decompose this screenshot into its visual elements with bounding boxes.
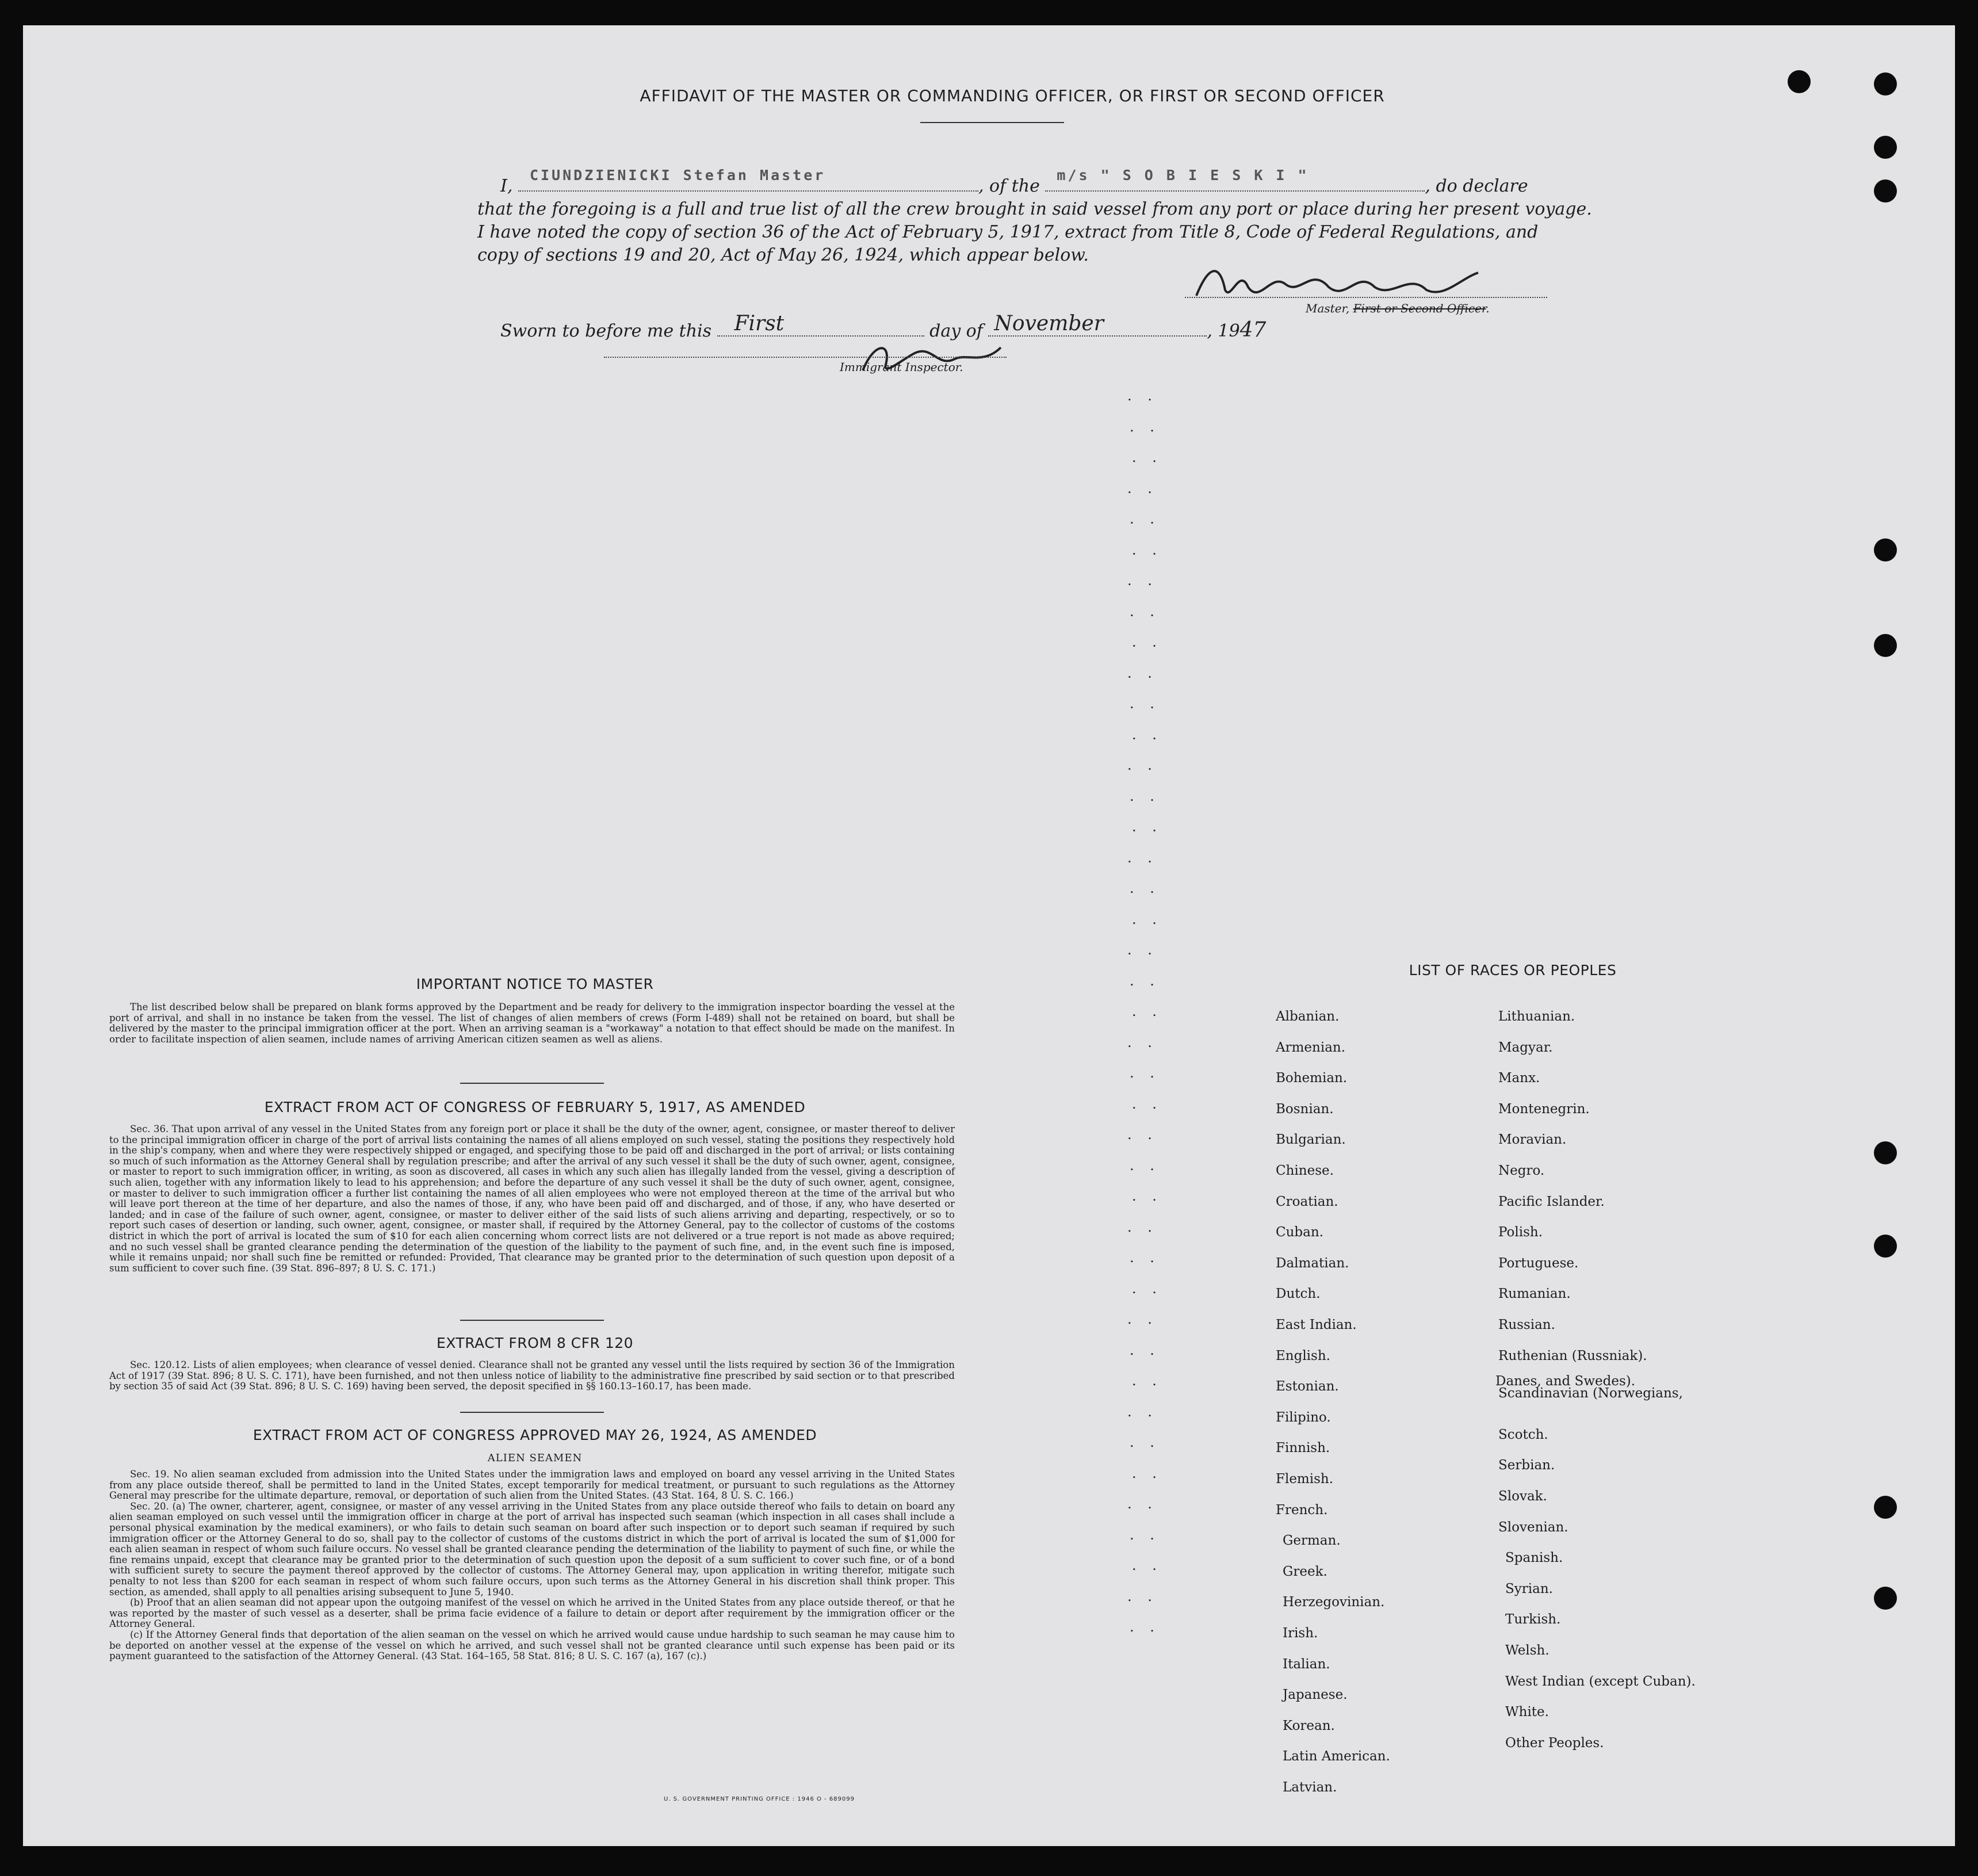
dot-leader: . . xyxy=(1127,664,1158,681)
dot-leader: . . xyxy=(1132,1280,1162,1297)
sworn-day: First xyxy=(734,312,785,335)
dot-leader: . . xyxy=(1132,541,1162,558)
affidavit-i: I, xyxy=(500,176,513,196)
race-item: Syrian. xyxy=(1505,1581,1553,1596)
dot-leader: . . xyxy=(1127,388,1158,404)
vessel-name-field xyxy=(1045,167,1425,192)
dot-leader: . . xyxy=(1127,849,1158,866)
dot-leader: . . xyxy=(1130,1526,1160,1543)
race-item: Montenegrin. xyxy=(1498,1101,1590,1117)
race-item: Korean. xyxy=(1283,1718,1335,1733)
dot-leader: . . xyxy=(1130,1434,1160,1450)
race-item: Rumanian. xyxy=(1498,1286,1571,1302)
sworn-year: 47 xyxy=(1239,318,1267,342)
race-item: Italian. xyxy=(1283,1656,1330,1672)
race-item: Ruthenian (Russniak). xyxy=(1498,1348,1647,1363)
punch-hole xyxy=(1874,538,1897,561)
dot-leader: . . xyxy=(1132,1465,1162,1481)
race-item: Turkish. xyxy=(1505,1612,1561,1627)
punch-hole xyxy=(1874,1587,1897,1610)
extract-1924-title: EXTRACT FROM ACT OF CONGRESS APPROVED MAY 26, 1924, AS AMENDED xyxy=(252,1427,817,1443)
race-item: Albanian. xyxy=(1276,1009,1340,1024)
race-item: Portuguese. xyxy=(1498,1255,1579,1271)
dot-leader: . . xyxy=(1130,1157,1160,1174)
dot-leader: . . xyxy=(1127,757,1158,773)
dot-leader: . . xyxy=(1130,511,1160,527)
struck-officer-text: First or Second Officer xyxy=(1353,301,1486,315)
document-page xyxy=(23,25,1955,1846)
punch-hole xyxy=(1874,1141,1897,1164)
inspector-signature-line xyxy=(604,357,1007,358)
race-item: Estonian. xyxy=(1276,1379,1339,1394)
dot-leader: . . xyxy=(1127,1034,1158,1050)
affidavit-declare: , do declare xyxy=(1425,176,1528,196)
master-caption: Master, First or Second Officer. xyxy=(1306,301,1490,315)
dot-leader: . . xyxy=(1132,1373,1162,1389)
race-item: Greek. xyxy=(1283,1564,1327,1579)
race-item: Negro. xyxy=(1498,1163,1545,1178)
race-item: Spanish. xyxy=(1505,1550,1563,1566)
race-item: German. xyxy=(1283,1533,1341,1549)
race-item: Pacific Islander. xyxy=(1498,1194,1605,1209)
affidavit-title: AFFIDAVIT OF THE MASTER OR COMMANDING OFFICER, OR FIRST OR SECOND OFFICER xyxy=(640,86,1385,105)
affidavit-line-1 xyxy=(500,167,1582,199)
extract-1924-body xyxy=(109,1469,955,1662)
race-item: Armenian. xyxy=(1276,1040,1346,1055)
sworn-month: November xyxy=(994,312,1104,335)
dot-leader: . . xyxy=(1130,1065,1160,1081)
race-item: White. xyxy=(1505,1705,1549,1720)
race-item: Serbian. xyxy=(1498,1458,1555,1473)
affidavit-line-4: copy of sections 19 and 20, Act of May 26, 1924, which appear below. xyxy=(477,245,1089,265)
dot-leader: . . xyxy=(1132,1557,1162,1573)
race-item: Herzegovinian. xyxy=(1283,1595,1385,1610)
race-item: Danes, and Swedes). xyxy=(1495,1373,1636,1389)
dot-leader: . . xyxy=(1132,1188,1162,1204)
race-item: Other Peoples. xyxy=(1505,1735,1604,1751)
race-item: Croatian. xyxy=(1276,1194,1338,1209)
punch-hole xyxy=(1874,1235,1897,1258)
affidavit-line-2: that the foregoing is a full and true list of all the crew brought in said vessel from any port or place during her present voyage. xyxy=(477,199,1592,219)
punch-hole xyxy=(1874,136,1897,159)
sec-20b: (b) Proof that an alien seaman did not appear upon the outgoing manifest of the vessel on which he arrived in the United States from any place outside thereof, or that he was reported by the master of such vessel as a deserter, shall be prima facie evidence of a failure to detain or deport after requirement by the immigration officer or the Attorney General. xyxy=(109,1597,955,1630)
race-item: West Indian (except Cuban). xyxy=(1505,1674,1696,1689)
race-item: Scandinavian (Norwegians, xyxy=(1498,1386,1683,1401)
race-item: Cuban. xyxy=(1276,1225,1323,1240)
sworn-prefix: Sworn to before me this xyxy=(500,321,712,341)
race-item: English. xyxy=(1276,1348,1330,1363)
sec-19: Sec. 19. No alien seaman excluded from admission into the United States under the immigration laws and employed on board any vessel arriving in the United States from any place outside thereof, shall be permitted to land in the United States, except temporarily for medical treatment, or pursuant to such regulations as the Attorney General may prescribe for the ultimate departure, removal, or deportation of such alien from the United States. (43 Stat. 164, 8 U. S. C. 166.) xyxy=(109,1469,955,1501)
extract-1917-title: EXTRACT FROM ACT OF CONGRESS OF FEBRUARY 5, 1917, AS AMENDED xyxy=(264,1099,806,1115)
dot-leader: . . xyxy=(1130,1619,1160,1635)
divider-1 xyxy=(460,1083,604,1084)
sworn-year-prefix: , 19 xyxy=(1207,321,1240,341)
race-item: Moravian. xyxy=(1498,1132,1567,1148)
inspector-signature xyxy=(851,336,1035,382)
race-item: Finnish. xyxy=(1276,1441,1330,1456)
race-item: Dalmatian. xyxy=(1276,1255,1349,1271)
extract-8cfr-title: EXTRACT FROM 8 CFR 120 xyxy=(436,1335,634,1351)
dot-leader: . . xyxy=(1130,972,1160,989)
race-item: Russian. xyxy=(1498,1317,1555,1332)
inspector-caption: Immigrant Inspector. xyxy=(840,360,963,374)
race-item: Latin American. xyxy=(1283,1749,1390,1764)
dot-leader: . . xyxy=(1130,880,1160,896)
race-item: Magyar. xyxy=(1498,1040,1553,1055)
affidavit-of: , of the xyxy=(978,176,1040,196)
race-item: Bohemian. xyxy=(1276,1071,1348,1086)
race-item: Bulgarian. xyxy=(1276,1132,1346,1148)
dot-leader: . . xyxy=(1130,788,1160,804)
race-item: Slovenian. xyxy=(1498,1519,1568,1535)
sworn-dayof: day of xyxy=(929,321,983,341)
race-item: Manx. xyxy=(1498,1071,1540,1086)
extract-8cfr-body: Sec. 120.12. Lists of alien employees; when clearance of vessel denied. Clearance shall not be granted any vessel until the lists required by section 36 of the Immigration Act of 1917 (39 Stat. 896; 8 U. S. C. 171), have been furnished, and not then unless notice of liability to the administrative fine prescribed by said section or to that prescribed by section 35 of said Act (39 Stat. 896; 8 U. S. C. 169) having been served, the deposit specified in §§ 160.13–160.17, has been made. xyxy=(109,1359,955,1392)
dot-leader: . . xyxy=(1132,634,1162,650)
race-item: French. xyxy=(1276,1502,1328,1518)
dot-leader: . . xyxy=(1127,1126,1158,1143)
dot-leader: . . xyxy=(1132,819,1162,835)
race-item: Flemish. xyxy=(1276,1472,1334,1487)
master-signature-line xyxy=(1185,297,1547,298)
punch-hole xyxy=(1874,72,1897,95)
master-signature xyxy=(1185,255,1507,307)
printing-office-footer: U. S. GOVERNMENT PRINTING OFFICE : 1946 O - 689099 xyxy=(664,1796,855,1802)
punch-hole xyxy=(1788,70,1811,93)
punch-hole xyxy=(1874,1496,1897,1519)
dot-leader: . . xyxy=(1127,480,1158,496)
dot-leader: . . xyxy=(1130,603,1160,620)
race-item: Slovak. xyxy=(1498,1489,1547,1504)
sworn-line xyxy=(500,312,1582,344)
dot-leader: . . xyxy=(1132,1095,1162,1112)
race-item: East Indian. xyxy=(1276,1317,1357,1332)
dot-leader: . . xyxy=(1127,1588,1158,1604)
dot-leader: . . xyxy=(1132,726,1162,743)
master-name-field xyxy=(518,167,978,192)
race-item: Filipino. xyxy=(1276,1409,1331,1425)
divider-3 xyxy=(460,1412,604,1413)
notice-title: IMPORTANT NOTICE TO MASTER xyxy=(416,976,654,992)
affidavit-line-3: I have noted the copy of section 36 of the Act of February 5, 1917, extract from Title 8, Code of Federal Regulations, and xyxy=(477,222,1539,242)
races-title: LIST OF RACES OR PEOPLES xyxy=(1409,962,1617,979)
divider-2 xyxy=(460,1320,604,1321)
dot-leader: . . xyxy=(1130,418,1160,435)
extract-1917-body: Sec. 36. That upon arrival of any vessel in the United States from any foreign port or place it shall be the duty of the owner, agent, consignee, or master thereof to deliver to the principal immigration officer in charge of the port of arrival lists containing the names of all aliens employed on such vessel, stating the positions they respectively hold in the ship's company, when and where they were respectively shipped or engaged, and specifying those to be paid off and discharged in the port of arrival; or lists containing so much of such information as the Attorney General shall by regulation prescribe; and after the arrival of any such vessel it shall be the duty of such owner, agent, consignee, or master to report to such immigration officer, in writing, as soon as discovered, all cases in which any such alien has illegally landed from the vessel, giving a description of such alien, together with any information likely to lead to his apprehension; and before the departure of any such vessel it shall be the duty of such owner, agent, consignee, or master to deliver to such immigration officer a further list containing the names of all alien employees who were not employed thereon at the time of the arrival but who will leave port thereon at the time of her departure, and also the names of those, if any, who have been paid off and discharged, and of those, if any, who have deserted or landed; and in case of the failure of such owner, agent, consignee, or master to deliver either of the said lists of such aliens arriving and departing, respectively, or so to report such cases of desertion or landing, such owner, agent, consignee, or master shall, if required by the Attorney General, pay to the collector of customs of the costoms district in which the port of arrival is located the sum of $10 for each alien concerning whom correct lists are not delivered or a true report is not made as above required; and no such vessel shall be granted clearance pending the determination of the question of the liability to the payment of such fine, and, in the event such fine is imposed, while it remains unpaid; nor shall such fine be remitted or refunded: Provided, That clearance may be granted prior to the determination of such question upon deposit of a sum sufficient to cover such fine. (39 Stat. 896–897; 8 U. S. C. 171.) xyxy=(109,1124,955,1274)
dot-leader: . . xyxy=(1127,1311,1158,1327)
dot-leader: . . xyxy=(1132,911,1162,927)
sec-20c: (c) If the Attorney General finds that deportation of the alien seaman on the vessel on which he arrived would cause undue hardship to such seaman he may cause him to be deported on another vessel at the expense of the vessel on which he arrived, and such vessel shall not be granted clearance until such expense has been paid or its payment guaranteed to the satisfaction of the Attorney General. (43 Stat. 164–165, 58 Stat. 816; 8 U. S. C. 167 (a), 167 (c).) xyxy=(109,1629,955,1662)
dot-leader: . . xyxy=(1130,1342,1160,1358)
race-item: Polish. xyxy=(1498,1225,1543,1240)
vessel-name: m/s " S O B I E S K I " xyxy=(1057,167,1309,184)
dot-leader: . . xyxy=(1130,696,1160,712)
dot-leader: . . xyxy=(1132,1003,1162,1019)
extract-1924-subtitle: ALIEN SEAMEN xyxy=(487,1452,583,1464)
race-item: Bosnian. xyxy=(1276,1101,1334,1117)
master-name: CIUNDZIENICKI Stefan Master xyxy=(529,167,826,184)
sec-20a: Sec. 20. (a) The owner, charterer, agent, consignee, or master of any vessel arriving in the United States from any place outside thereof who fails to detain on board any alien seaman employed on such vessel until the immigration officer in charge at the port of arrival has inspected such seaman (which inspection in all cases shall include a personal physical examination by the medical examiners), or who fails to detain such seaman on board after such inspection or to deport such seaman if required by such immigration officer or the Attorney General to do so, shall pay to the collector of customs of the customs district in which the port of arrival is located the sum of $1,000 for each alien seaman in respect of whom such failure occurs. No vessel shall be granted clearance pending the determination of the liability to payment of such fine, or while the fine remains unpaid, except that clearance may be granted prior to the determination of such question upon the deposit of a sum sufficient to cover such fine, or of a bond with sufficient surety to secure the payment thereof approved by the collector of customs. The Attorney General may, upon application in writing therefor, mitigate such penalty to not less than $200 for each seaman in respect of whom such failure occurs, upon such terms as the Attorney General in his discretion shall think proper. This section, as amended, shall apply to all penalties arising subsequent to June 5, 1940. xyxy=(109,1500,955,1598)
race-item: Japanese. xyxy=(1283,1687,1348,1703)
race-item: Lithuanian. xyxy=(1498,1009,1575,1024)
dot-leader: . . xyxy=(1127,1496,1158,1512)
race-item: Chinese. xyxy=(1276,1163,1334,1178)
race-item: Welsh. xyxy=(1505,1643,1550,1658)
dot-leader: . . xyxy=(1127,572,1158,589)
dot-leader: . . xyxy=(1127,942,1158,958)
notice-body: The list described below shall be prepared on blank forms approved by the Department and be ready for delivery to the immigration inspector boarding the vessel at the port of arrival, and shall in no instance be taken from the vessel. The list of changes of alien members of crews (Form I-489) shall not be retained on board, but shall be delivered by the master to the principal immigration officer at the port. When an arriving seaman is a "workaway" a notation to that effect should be made on the manifest. In order to facilitate inspection of alien seamen, include names of arriving American citizen seamen as well as aliens. xyxy=(109,1002,955,1045)
race-item: Scotch. xyxy=(1498,1427,1548,1442)
punch-hole xyxy=(1874,634,1897,657)
title-divider xyxy=(920,122,1064,123)
dot-leader: . . xyxy=(1132,449,1162,465)
punch-hole xyxy=(1874,179,1897,202)
dot-leader: . . xyxy=(1130,1250,1160,1266)
dot-leader: . . xyxy=(1127,1403,1158,1420)
dot-leader: . . xyxy=(1127,1218,1158,1235)
race-item: Latvian. xyxy=(1283,1780,1337,1795)
race-item: Dutch. xyxy=(1276,1286,1321,1302)
race-item: Irish. xyxy=(1283,1626,1318,1641)
